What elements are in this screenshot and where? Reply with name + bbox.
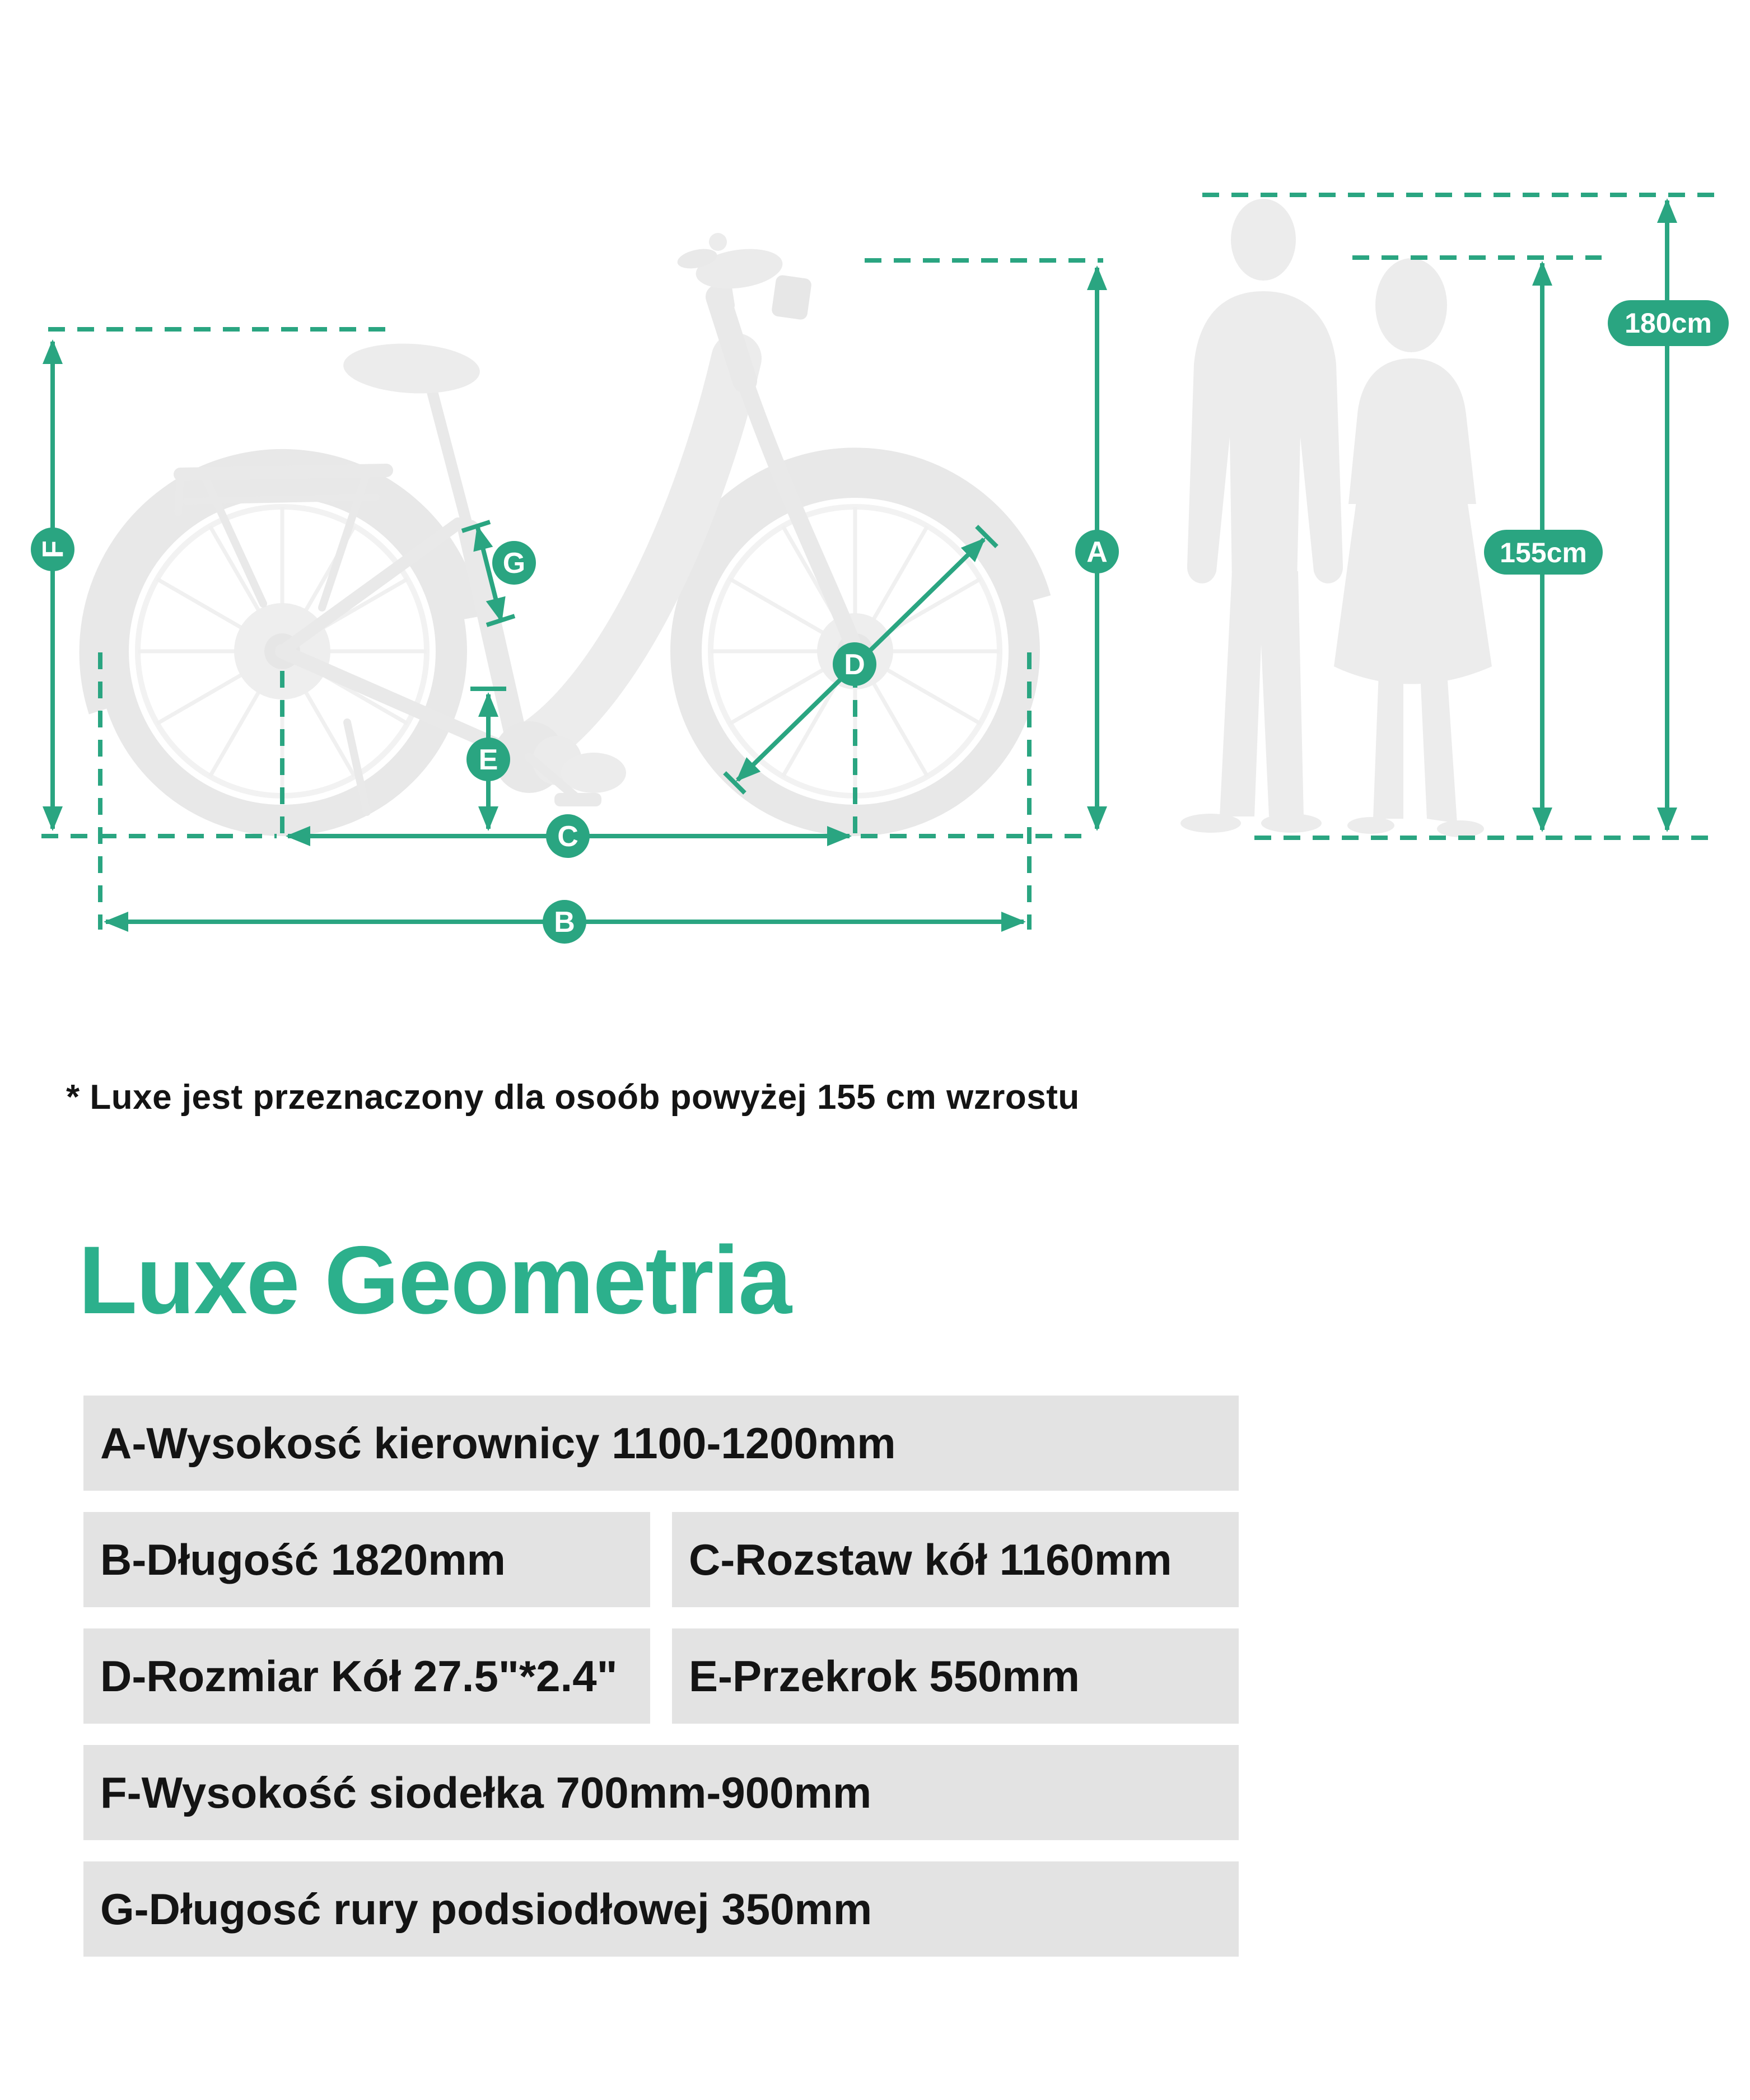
label-g bbox=[492, 541, 536, 585]
svg-text:C: C bbox=[557, 820, 578, 853]
page-title: Luxe Geometria bbox=[78, 1226, 791, 1334]
spec-row-g: G-Długosć rury podsiodłowej 350mm bbox=[83, 1861, 1239, 1957]
spec-row-e: E-Przekrok 550mm bbox=[672, 1628, 1239, 1724]
badge-180cm bbox=[1608, 300, 1729, 346]
spec-row-d: D-Rozmiar Kół 27.5"*2.4" bbox=[83, 1628, 650, 1724]
woman-silhouette bbox=[1334, 258, 1492, 837]
handlebar bbox=[675, 233, 812, 320]
bike-silhouette bbox=[90, 233, 1041, 820]
spec-row-f: F-Wysokość siodełka 700mm-900mm bbox=[83, 1745, 1239, 1840]
label-b bbox=[543, 900, 586, 944]
svg-text:E: E bbox=[478, 744, 498, 776]
svg-text:A: A bbox=[1086, 536, 1108, 568]
spec-row-b: B-Długość 1820mm bbox=[83, 1512, 650, 1607]
spec-row-a: A-Wysokosć kierownicy 1100-1200mm bbox=[83, 1396, 1239, 1491]
svg-text:155cm: 155cm bbox=[1500, 537, 1587, 568]
geometry-spec-table bbox=[83, 1396, 1239, 1957]
geometry-diagram bbox=[0, 0, 1750, 980]
label-d bbox=[833, 642, 876, 686]
height-badges bbox=[1484, 300, 1729, 575]
svg-text:F: F bbox=[37, 540, 69, 558]
svg-text:B: B bbox=[554, 906, 575, 939]
height-note: * Luxe jest przeznaczony dla osoób powyżej 155 cm wzrostu bbox=[66, 1078, 1080, 1117]
man-silhouette bbox=[1180, 199, 1343, 833]
svg-text:D: D bbox=[844, 648, 865, 681]
label-f bbox=[31, 528, 74, 571]
badge-155cm bbox=[1484, 530, 1603, 575]
label-a bbox=[1075, 530, 1119, 573]
rider-silhouettes bbox=[1180, 199, 1492, 837]
svg-text:G: G bbox=[502, 547, 526, 580]
spec-row-c: C-Rozstaw kół 1160mm bbox=[672, 1512, 1239, 1607]
label-c bbox=[546, 814, 590, 858]
svg-text:180cm: 180cm bbox=[1625, 307, 1712, 339]
label-e bbox=[466, 738, 510, 781]
saddle bbox=[342, 340, 481, 397]
